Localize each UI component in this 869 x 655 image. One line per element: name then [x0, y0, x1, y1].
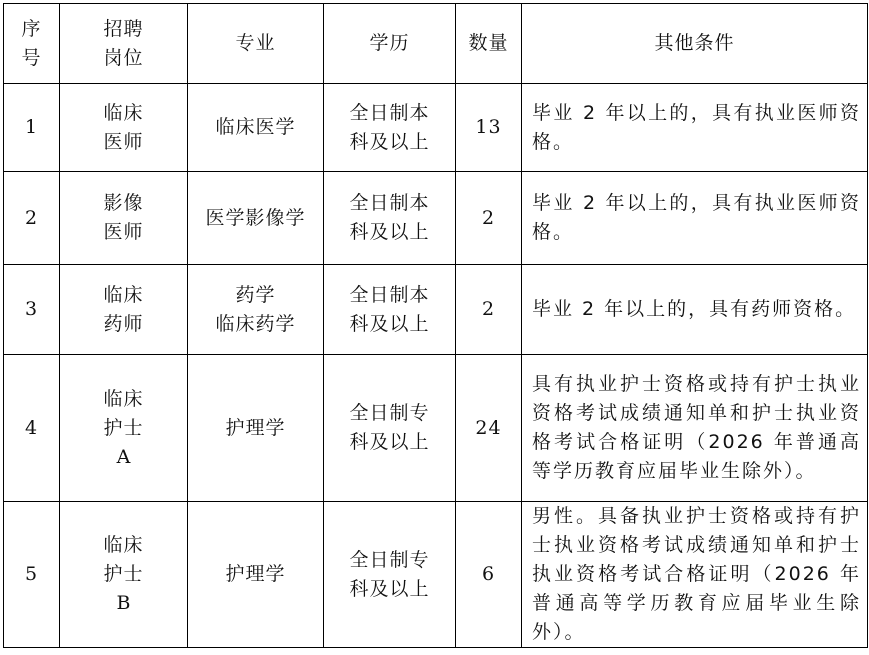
- cell-position: [60, 265, 188, 355]
- cell-position-line: 护士: [103, 416, 144, 439]
- cell-position-line: 临床: [103, 534, 144, 556]
- header-count: 数量: [456, 4, 522, 84]
- header-no: [4, 4, 60, 84]
- cell-education: [324, 502, 456, 648]
- cell-no: 2: [4, 172, 60, 265]
- cell-position: [60, 172, 188, 265]
- header-position: [60, 4, 188, 84]
- cell-conditions: 具有执业护士资格或持有护士执业资格考试成绩通知单和护士执业资格考试合格证明（2026 年普通高等学历教育应届毕业生除外）。: [522, 355, 868, 502]
- cell-position-line: A: [116, 445, 131, 468]
- cell-major-line: 护理学: [225, 416, 286, 439]
- cell-education-line: 全日制本: [349, 283, 430, 306]
- cell-major-line: 医学影像学: [205, 206, 306, 229]
- cell-position-line: 医师: [103, 130, 144, 153]
- table-row: [4, 502, 868, 648]
- table-row: [4, 355, 868, 502]
- header-position-line: 招聘: [103, 17, 144, 40]
- cell-position-line: 药师: [103, 312, 144, 335]
- table-row: [4, 172, 868, 265]
- cell-position-line: 影像: [103, 192, 144, 214]
- cell-education: [324, 265, 456, 355]
- cell-count: 24: [456, 355, 522, 502]
- cell-major-line: 临床医学: [215, 116, 296, 138]
- cell-education-line: 科及以上: [349, 431, 430, 453]
- cell-count: 13: [456, 84, 522, 172]
- cell-count: 2: [456, 265, 522, 355]
- cell-education-line: 科及以上: [349, 130, 430, 153]
- cell-education: [324, 84, 456, 172]
- cell-no: 3: [4, 265, 60, 355]
- cell-education: [324, 172, 456, 265]
- cell-position-line: B: [116, 592, 131, 614]
- cell-education: [324, 355, 456, 502]
- cell-education-line: 科及以上: [349, 221, 430, 243]
- cell-education-line: 全日制专: [349, 548, 430, 571]
- cell-education-line: 科及以上: [349, 577, 430, 600]
- cell-major-line: 护理学: [225, 563, 286, 585]
- cell-major: [188, 355, 324, 502]
- header-education: 学历: [324, 4, 456, 84]
- cell-major: [188, 502, 324, 648]
- cell-position-line: 临床: [103, 387, 144, 410]
- cell-conditions: 毕业 2 年以上的，具有执业医师资格。: [522, 172, 868, 265]
- cell-no: 4: [4, 355, 60, 502]
- header-conditions: 其他条件: [522, 4, 868, 84]
- table-row: [4, 84, 868, 172]
- cell-position-line: 医师: [103, 221, 144, 243]
- table-row: [4, 265, 868, 355]
- cell-conditions: 毕业 2 年以上的，具有药师资格。: [522, 265, 868, 355]
- cell-major-line: 临床药学: [215, 312, 296, 335]
- cell-count: 2: [456, 172, 522, 265]
- header-major: 专业: [188, 4, 324, 84]
- cell-no: 1: [4, 84, 60, 172]
- header-no-line: 序: [21, 17, 42, 40]
- cell-education-line: 全日制本: [349, 101, 430, 124]
- cell-education-line: 全日制专: [349, 402, 430, 424]
- header-position-line: 岗位: [103, 46, 144, 69]
- cell-major: [188, 265, 324, 355]
- recruitment-table: [3, 3, 868, 648]
- cell-count: 6: [456, 502, 522, 648]
- cell-position: [60, 502, 188, 648]
- cell-education-line: 全日制本: [349, 192, 430, 214]
- table-header-row: [4, 4, 868, 84]
- cell-position: [60, 355, 188, 502]
- cell-position-line: 临床: [103, 283, 144, 306]
- cell-conditions: 毕业 2 年以上的，具有执业医师资格。: [522, 84, 868, 172]
- cell-conditions: 男性。具备执业护士资格或持有护士执业资格考试成绩通知单和护士执业资格考试合格证明（2026 年普通高等学历教育应届毕业生除外）。: [522, 502, 868, 648]
- cell-major: [188, 84, 324, 172]
- cell-no: 5: [4, 502, 60, 648]
- header-no-line: 号: [21, 46, 42, 69]
- cell-position-line: 护士: [103, 563, 144, 585]
- cell-position: [60, 84, 188, 172]
- cell-education-line: 科及以上: [349, 312, 430, 335]
- cell-position-line: 临床: [103, 101, 144, 124]
- cell-major-line: 药学: [235, 283, 276, 306]
- cell-major: [188, 172, 324, 265]
